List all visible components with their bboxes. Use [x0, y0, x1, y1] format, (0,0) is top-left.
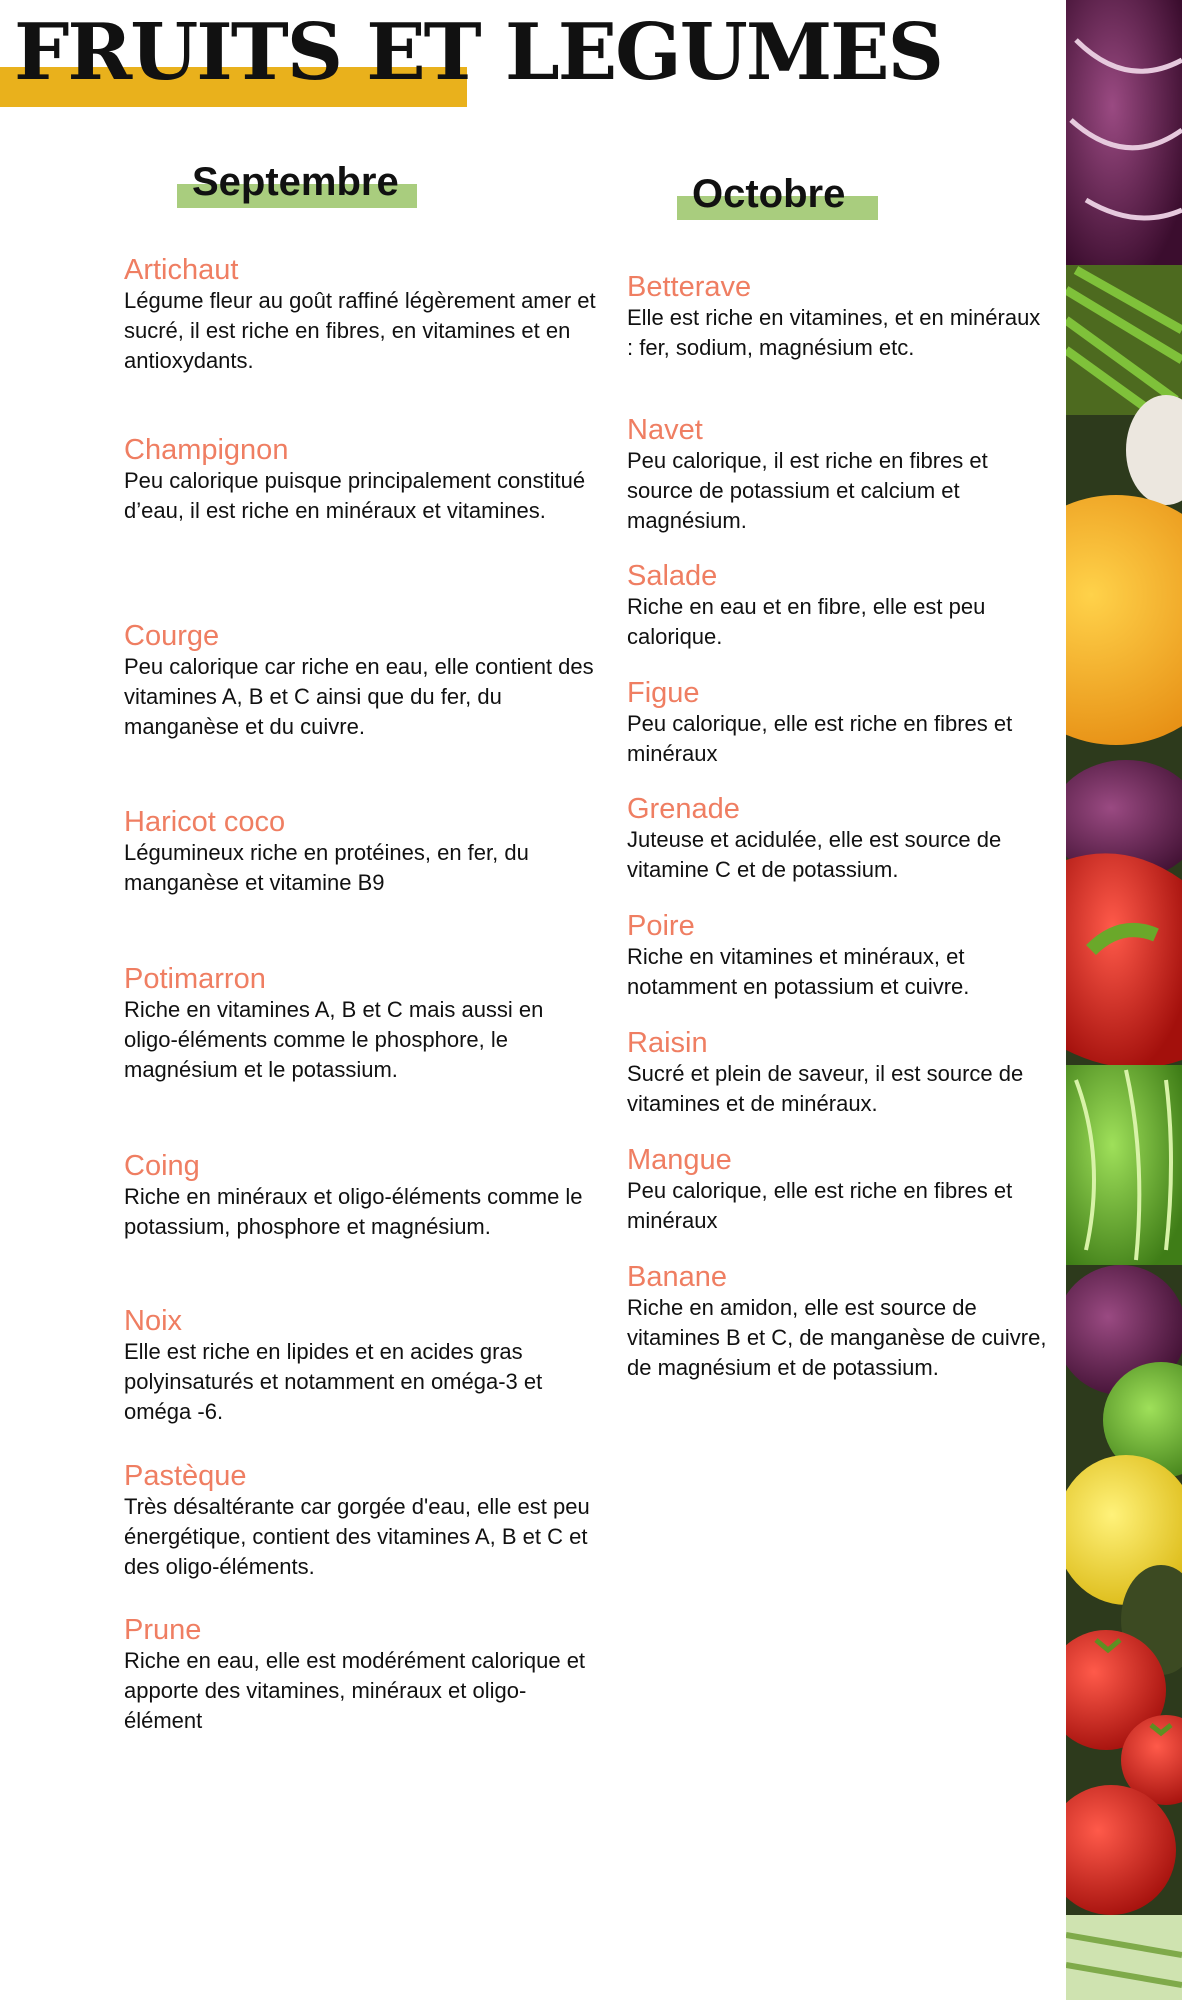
item-description: Riche en amidon, elle est source de vitamines B et C, de manganèse de cuivre, de magnésium et de potassium. — [627, 1295, 1047, 1380]
list-item — [627, 1261, 1052, 1383]
item-name: Navet — [627, 414, 703, 446]
item-name: Haricot coco — [124, 806, 286, 838]
item-description: Peu calorique car riche en eau, elle contient des vitamines A, B et C ainsi que du fer, du manganèse et du cuivre. — [124, 654, 594, 739]
list-item — [124, 1305, 599, 1427]
item-description: Riche en vitamines et minéraux, et notamment en potassium et cuivre. — [627, 944, 970, 999]
list-item — [124, 1614, 599, 1736]
list-item — [627, 793, 1052, 885]
list-item — [627, 910, 1052, 1002]
item-name: Grenade — [627, 793, 740, 825]
list-item — [124, 963, 599, 1085]
item-description: Riche en minéraux et oligo-éléments comme le potassium, phosphore et magnésium. — [124, 1184, 583, 1239]
item-name: Courge — [124, 620, 220, 652]
item-description: Légume fleur au goût raffiné légèrement amer et sucré, il est riche en fibres, en vitamines et en antioxydants. — [124, 288, 596, 373]
item-name: Artichaut — [124, 254, 239, 286]
list-item — [627, 677, 1052, 769]
list-item — [124, 254, 599, 376]
item-name: Pastèque — [124, 1460, 247, 1492]
vegetables-photo-strip — [1066, 0, 1182, 2000]
list-item — [627, 271, 1052, 363]
item-name: Salade — [627, 560, 718, 592]
item-description: Peu calorique puisque principalement constitué d’eau, il est riche en minéraux et vitamines. — [124, 468, 586, 523]
item-description: Elle est riche en vitamines, et en minéraux : fer, sodium, magnésium etc. — [627, 305, 1041, 360]
list-item — [124, 620, 599, 742]
month-heading-octobre — [677, 170, 878, 220]
item-description: Riche en eau et en fibre, elle est peu calorique. — [627, 594, 986, 649]
month-label: Octobre — [692, 172, 846, 216]
item-description: Peu calorique, elle est riche en fibres et minéraux — [627, 711, 1013, 766]
item-name: Betterave — [627, 271, 752, 303]
vegetables-image — [1066, 0, 1182, 2000]
list-item — [627, 1144, 1052, 1236]
page-title: FRUITS ET LEGUMES — [14, 7, 942, 98]
list-item — [124, 1150, 599, 1242]
month-label: Septembre — [192, 160, 399, 204]
item-description: Juteuse et acidulée, elle est source de vitamine C et de potassium. — [627, 827, 1002, 882]
list-item — [124, 806, 599, 898]
item-name: Figue — [627, 677, 700, 709]
item-name: Prune — [124, 1614, 202, 1646]
item-name: Coing — [124, 1150, 200, 1182]
list-item — [627, 1027, 1052, 1119]
item-description: Elle est riche en lipides et en acides gras polyinsaturés et notamment en oméga-3 et oméga -6. — [124, 1339, 543, 1424]
item-name: Mangue — [627, 1144, 732, 1176]
list-item — [124, 1460, 599, 1582]
item-description: Peu calorique, il est riche en fibres et source de potassium et calcium et magnésium. — [627, 448, 988, 533]
item-name: Poire — [627, 910, 695, 942]
item-name: Champignon — [124, 434, 289, 466]
item-name: Banane — [627, 1261, 727, 1293]
list-item — [124, 434, 599, 526]
item-description: Légumineux riche en protéines, en fer, du manganèse et vitamine B9 — [124, 840, 529, 895]
list-item — [627, 414, 1052, 536]
item-description: Riche en vitamines A, B et C mais aussi en oligo-éléments comme le phosphore, le magnésium et le potassium. — [124, 997, 544, 1082]
list-item — [627, 560, 1052, 652]
item-name: Raisin — [627, 1027, 708, 1059]
item-name: Noix — [124, 1305, 183, 1337]
item-description: Très désaltérante car gorgée d'eau, elle est peu énergétique, contient des vitamines A, B et C et des oligo-éléments. — [124, 1494, 590, 1579]
item-description: Peu calorique, elle est riche en fibres et minéraux — [627, 1178, 1013, 1233]
item-description: Riche en eau, elle est modérément calorique et apporte des vitamines, minéraux et oligo-élément — [124, 1648, 586, 1733]
month-heading-septembre — [177, 158, 417, 208]
page-header — [0, 0, 1060, 120]
item-name: Potimarron — [124, 963, 266, 995]
item-description: Sucré et plein de saveur, il est source de vitamines et de minéraux. — [627, 1061, 1024, 1116]
